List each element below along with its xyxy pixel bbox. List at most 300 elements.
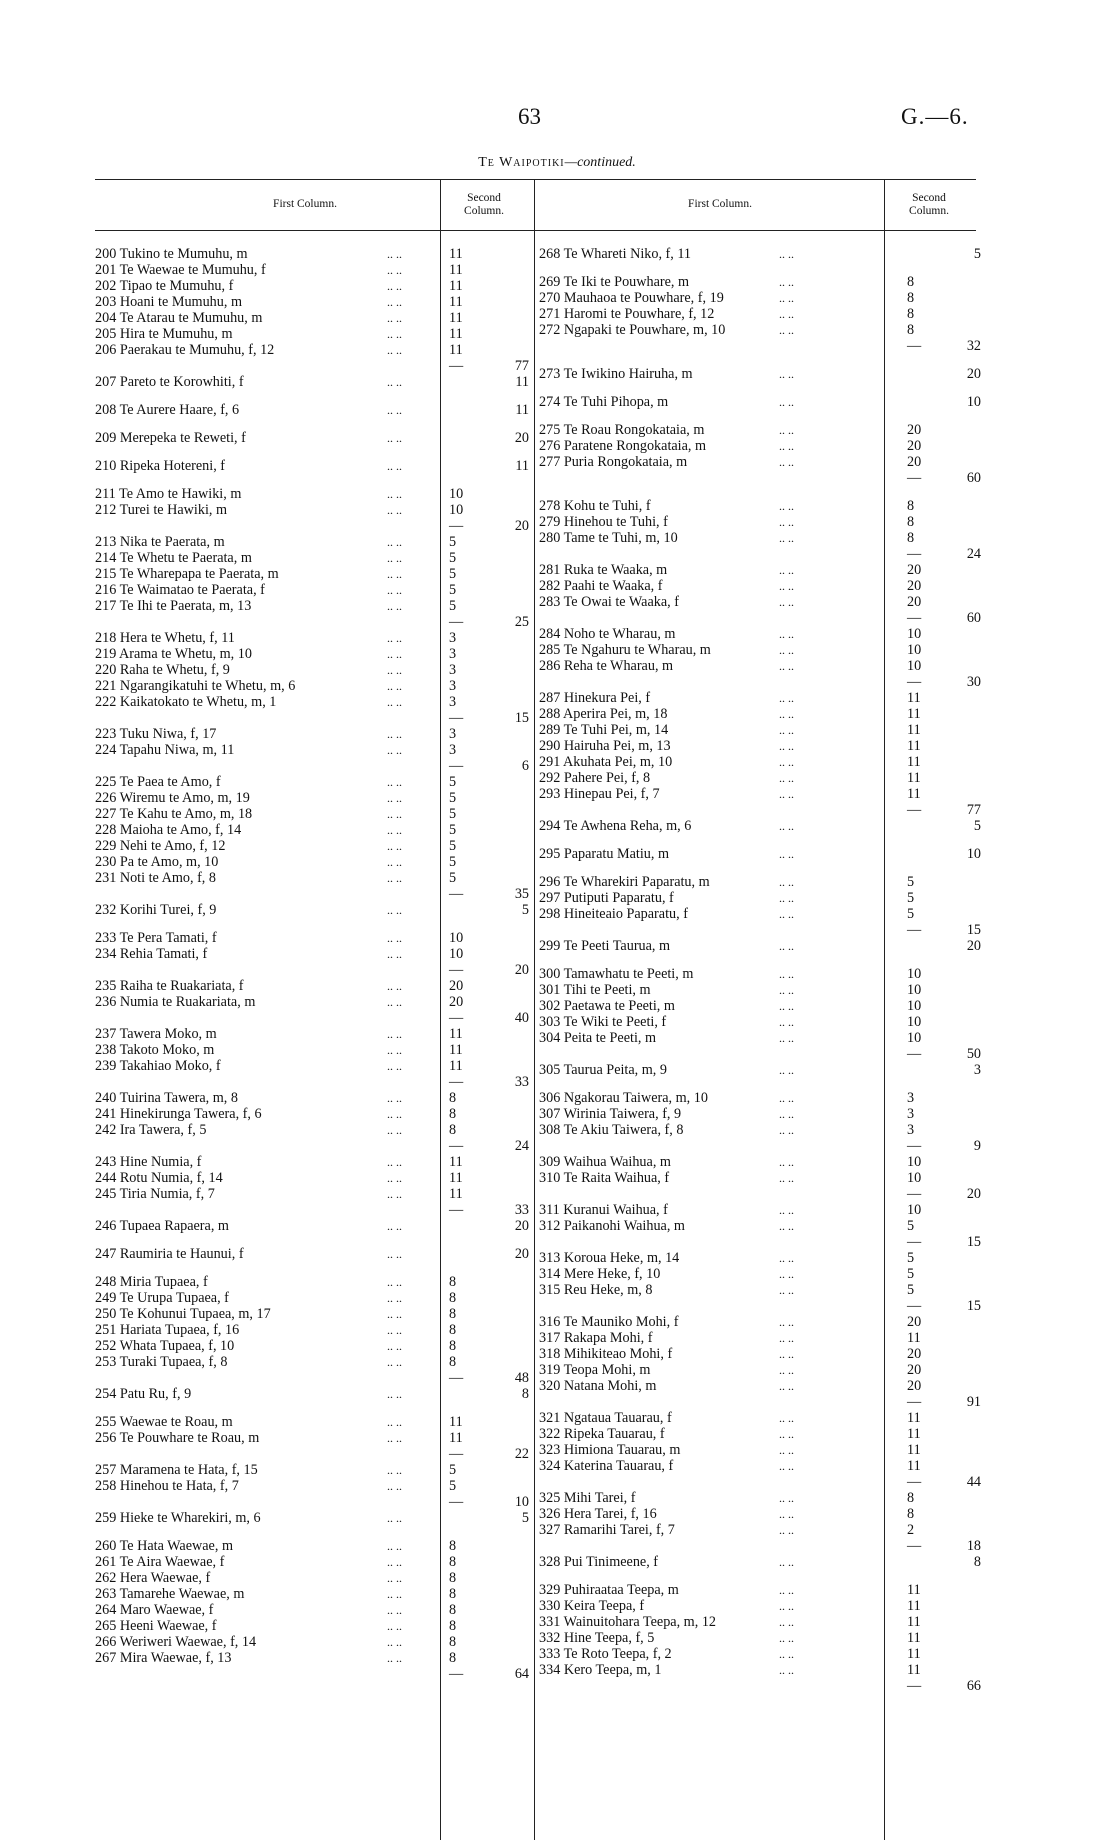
share-value: 8 xyxy=(449,1538,457,1554)
list-item xyxy=(95,1186,535,1202)
entry-name: 306 Ngakorau Taiwera, m, 10 xyxy=(539,1090,708,1106)
list-item xyxy=(539,394,979,410)
list-item xyxy=(539,1170,979,1186)
list-item xyxy=(95,1122,535,1138)
leader-dots: .. .. xyxy=(779,1203,794,1217)
leader-dots: .. .. xyxy=(779,891,794,905)
leader-dots: .. .. xyxy=(387,903,402,917)
subtotal-dash: — xyxy=(907,922,922,938)
leader-dots: .. .. xyxy=(387,1555,402,1569)
leader-dots: .. .. xyxy=(387,1603,402,1617)
subtotal-row xyxy=(95,710,535,726)
leader-dots: .. .. xyxy=(779,999,794,1013)
share-value: 20 xyxy=(907,422,922,438)
share-value: 5 xyxy=(449,774,457,790)
share-value: 11 xyxy=(449,1414,463,1430)
subtotal-row xyxy=(539,674,979,690)
entry-name: 267 Mira Waewae, f, 13 xyxy=(95,1650,232,1666)
entry-name: 269 Te Iki te Pouwhare, m xyxy=(539,274,690,290)
list-item xyxy=(95,870,535,886)
share-value: 20 xyxy=(449,994,464,1010)
share-value: 10 xyxy=(907,642,922,658)
subtotal-row xyxy=(95,1370,535,1386)
list-item xyxy=(539,1458,979,1474)
leader-dots: .. .. xyxy=(387,743,402,757)
leader-dots: .. .. xyxy=(779,1063,794,1077)
entry-name: 294 Te Awhena Reha, m, 6 xyxy=(539,818,692,834)
list-item xyxy=(95,790,535,806)
share-value: 3 xyxy=(449,742,457,758)
list-item xyxy=(95,946,535,962)
subtotal-row xyxy=(539,922,979,938)
entry-name: 200 Tukino te Mumuhu, m xyxy=(95,246,248,262)
entry-name: 249 Te Urupa Tupaea, f xyxy=(95,1290,229,1306)
total-value: 3 xyxy=(973,1062,981,1078)
subtotal-row xyxy=(95,758,535,774)
share-value: 11 xyxy=(907,690,921,706)
subtotal-dash: — xyxy=(907,1046,922,1062)
leader-dots: .. .. xyxy=(387,1307,402,1321)
entry-name: 262 Hera Waewae, f xyxy=(95,1570,211,1586)
list-item xyxy=(539,706,979,722)
leader-dots: .. .. xyxy=(779,423,794,437)
share-value: 11 xyxy=(449,310,463,326)
total-value: 25 xyxy=(514,614,529,630)
leader-dots: .. .. xyxy=(779,707,794,721)
leader-dots: .. .. xyxy=(779,627,794,641)
subtotal-row xyxy=(95,962,535,978)
entry-name: 290 Hairuha Pei, m, 13 xyxy=(539,738,671,754)
subtotal-dash: — xyxy=(449,1666,464,1682)
leader-dots: .. .. xyxy=(387,663,402,677)
share-value: 8 xyxy=(907,514,915,530)
share-value: 3 xyxy=(907,1090,915,1106)
subtotal-row xyxy=(95,1010,535,1026)
subtotal-dash: — xyxy=(449,710,464,726)
subtotal-dash: — xyxy=(907,1234,922,1250)
leader-dots: .. .. xyxy=(779,1491,794,1505)
list-item xyxy=(95,1058,535,1074)
list-item xyxy=(95,902,535,918)
leader-dots: .. .. xyxy=(779,847,794,861)
total-value: 10 xyxy=(966,394,981,410)
list-item xyxy=(539,322,979,338)
leader-dots: .. .. xyxy=(779,1443,794,1457)
list-item xyxy=(539,1062,979,1078)
entry-name: 327 Ramarihi Tarei, f, 7 xyxy=(539,1522,675,1538)
list-item xyxy=(95,1154,535,1170)
subtotal-dash: — xyxy=(907,802,922,818)
entry-name: 302 Paetawa te Peeti, m xyxy=(539,998,675,1014)
list-item xyxy=(95,566,535,582)
leader-dots: .. .. xyxy=(387,1275,402,1289)
entry-name: 304 Peita te Peeti, m xyxy=(539,1030,657,1046)
list-item xyxy=(539,530,979,546)
leader-dots: .. .. xyxy=(387,375,402,389)
leader-dots: .. .. xyxy=(779,531,794,545)
entry-name: 257 Maramena te Hata, f, 15 xyxy=(95,1462,258,1478)
share-value: 5 xyxy=(449,806,457,822)
leader-dots: .. .. xyxy=(387,791,402,805)
entry-name: 325 Mihi Tarei, f xyxy=(539,1490,636,1506)
list-item xyxy=(95,430,535,446)
entry-name: 317 Rakapa Mohi, f xyxy=(539,1330,653,1346)
list-item xyxy=(539,1250,979,1266)
list-item xyxy=(95,1462,535,1478)
list-item xyxy=(539,1582,979,1598)
list-item xyxy=(539,690,979,706)
share-value: 10 xyxy=(907,658,922,674)
leader-dots: .. .. xyxy=(779,787,794,801)
share-value: 5 xyxy=(449,566,457,582)
share-value: 20 xyxy=(907,562,922,578)
list-item xyxy=(539,1202,979,1218)
subtotal-dash: — xyxy=(907,610,922,626)
leader-dots: .. .. xyxy=(387,727,402,741)
leader-dots: .. .. xyxy=(387,535,402,549)
list-item xyxy=(539,1362,979,1378)
subtotal-dash: — xyxy=(449,1370,464,1386)
share-value: 8 xyxy=(449,1354,457,1370)
list-item xyxy=(95,1218,535,1234)
subtotal-dash: — xyxy=(449,1494,464,1510)
entry-name: 315 Reu Heke, m, 8 xyxy=(539,1282,653,1298)
entry-name: 248 Miria Tupaea, f xyxy=(95,1274,208,1290)
entry-name: 280 Tame te Tuhi, m, 10 xyxy=(539,530,678,546)
total-value: 20 xyxy=(514,962,529,978)
entry-name: 223 Tuku Niwa, f, 17 xyxy=(95,726,217,742)
entry-name: 287 Hinekura Pei, f xyxy=(539,690,651,706)
entry-name: 213 Nika te Paerata, m xyxy=(95,534,225,550)
leader-dots: .. .. xyxy=(387,1059,402,1073)
entry-name: 276 Paratene Rongokataia, m xyxy=(539,438,707,454)
share-value: 8 xyxy=(449,1290,457,1306)
list-item xyxy=(539,246,979,262)
list-item xyxy=(539,1554,979,1570)
share-value: 5 xyxy=(907,1266,915,1282)
share-value: 8 xyxy=(449,1570,457,1586)
entry-name: 253 Turaki Tupaea, f, 8 xyxy=(95,1354,228,1370)
total-value: 60 xyxy=(966,610,981,626)
leader-dots: .. .. xyxy=(779,307,794,321)
leader-dots: .. .. xyxy=(779,1031,794,1045)
list-item xyxy=(95,742,535,758)
share-value: 10 xyxy=(907,1170,922,1186)
entry-name: 263 Tamarehe Waewae, m xyxy=(95,1586,245,1602)
leader-dots: .. .. xyxy=(779,579,794,593)
leader-dots: .. .. xyxy=(779,275,794,289)
list-item xyxy=(539,1346,979,1362)
entry-name: 323 Himiona Tauarau, m xyxy=(539,1442,681,1458)
entry-name: 298 Hineiteaio Paparatu, f xyxy=(539,906,688,922)
subtotal-row xyxy=(539,546,979,562)
share-value: 10 xyxy=(907,982,922,998)
total-value: 33 xyxy=(514,1074,529,1090)
list-item xyxy=(539,1426,979,1442)
leader-dots: .. .. xyxy=(387,279,402,293)
leader-dots: .. .. xyxy=(387,343,402,357)
leader-dots: .. .. xyxy=(387,599,402,613)
total-value: 20 xyxy=(966,366,981,382)
total-value: 6 xyxy=(521,758,529,774)
total-value: 5 xyxy=(521,1510,529,1526)
leader-dots: .. .. xyxy=(779,1283,794,1297)
total-value: 20 xyxy=(966,1186,981,1202)
subtotal-row xyxy=(539,1138,979,1154)
share-value: 11 xyxy=(907,754,921,770)
entry-name: 296 Te Wharekiri Paparatu, m xyxy=(539,874,710,890)
subtotal-dash: — xyxy=(907,1394,922,1410)
entry-name: 330 Keira Teepa, f xyxy=(539,1598,645,1614)
share-value: 3 xyxy=(449,630,457,646)
entry-name: 226 Wiremu te Amo, m, 19 xyxy=(95,790,250,806)
leader-dots: .. .. xyxy=(387,1107,402,1121)
subtotal-row xyxy=(539,470,979,486)
list-item xyxy=(95,550,535,566)
share-value: 8 xyxy=(449,1106,457,1122)
share-value: 11 xyxy=(907,722,921,738)
share-value: 8 xyxy=(449,1634,457,1650)
total-value: 60 xyxy=(966,470,981,486)
list-item xyxy=(539,1378,979,1394)
entry-name: 264 Maro Waewae, f xyxy=(95,1602,214,1618)
share-value: 8 xyxy=(449,1650,457,1666)
leader-dots: .. .. xyxy=(779,1459,794,1473)
share-value: 11 xyxy=(907,1598,921,1614)
total-value: 35 xyxy=(514,886,529,902)
right-first-column-header: First Column. xyxy=(688,198,752,210)
share-value: 5 xyxy=(907,890,915,906)
leader-dots: .. .. xyxy=(387,1171,402,1185)
entry-name: 240 Tuirina Tawera, m, 8 xyxy=(95,1090,238,1106)
leader-dots: .. .. xyxy=(779,455,794,469)
total-value: 20 xyxy=(514,1218,529,1234)
total-value: 24 xyxy=(514,1138,529,1154)
share-value: 11 xyxy=(907,1442,921,1458)
entry-name: 243 Hine Numia, f xyxy=(95,1154,202,1170)
leader-dots: .. .. xyxy=(387,1291,402,1305)
entry-name: 215 Te Wharepapa te Paerata, m xyxy=(95,566,279,582)
list-item xyxy=(539,1266,979,1282)
share-value: 11 xyxy=(907,770,921,786)
entry-name: 234 Rehia Tamati, f xyxy=(95,946,208,962)
share-value: 10 xyxy=(907,966,922,982)
entry-name: 207 Pareto te Korowhiti, f xyxy=(95,374,244,390)
share-value: 8 xyxy=(449,1602,457,1618)
list-item xyxy=(95,678,535,694)
share-value: 11 xyxy=(907,786,921,802)
subtotal-dash: — xyxy=(449,518,464,534)
list-item xyxy=(95,662,535,678)
list-item xyxy=(539,846,979,862)
leader-dots: .. .. xyxy=(387,1219,402,1233)
entry-name: 305 Taurua Peita, m, 9 xyxy=(539,1062,667,1078)
total-value: 20 xyxy=(514,430,529,446)
share-value: 11 xyxy=(907,1582,921,1598)
list-item xyxy=(539,1522,979,1538)
list-item xyxy=(539,366,979,382)
share-value: 5 xyxy=(907,906,915,922)
subtotal-row xyxy=(95,1138,535,1154)
total-value: 18 xyxy=(966,1538,981,1554)
leader-dots: .. .. xyxy=(779,1555,794,1569)
subtotal-dash: — xyxy=(449,614,464,630)
entry-name: 310 Te Raita Waihua, f xyxy=(539,1170,670,1186)
leader-dots: .. .. xyxy=(779,1015,794,1029)
total-value: 77 xyxy=(966,802,981,818)
leader-dots: .. .. xyxy=(779,1155,794,1169)
share-value: 10 xyxy=(907,626,922,642)
list-item xyxy=(95,806,535,822)
entry-name: 233 Te Pera Tamati, f xyxy=(95,930,217,946)
list-item xyxy=(539,626,979,642)
leader-dots: .. .. xyxy=(387,871,402,885)
leader-dots: .. .. xyxy=(779,875,794,889)
entry-name: 209 Merepeka te Reweti, f xyxy=(95,430,246,446)
entry-name: 232 Korihi Turei, f, 9 xyxy=(95,902,217,918)
list-item xyxy=(95,310,535,326)
leader-dots: .. .. xyxy=(387,1339,402,1353)
list-item xyxy=(95,1634,535,1650)
share-value: 5 xyxy=(449,822,457,838)
subtotal-dash: — xyxy=(449,758,464,774)
total-value: 44 xyxy=(966,1474,981,1490)
entry-name: 208 Te Aurere Haare, f, 6 xyxy=(95,402,240,418)
entry-name: 235 Raiha te Ruakariata, f xyxy=(95,978,244,994)
entry-name: 205 Hira te Mumuhu, m xyxy=(95,326,233,342)
list-item xyxy=(95,1618,535,1634)
leader-dots: .. .. xyxy=(779,1347,794,1361)
leader-dots: .. .. xyxy=(387,947,402,961)
list-item xyxy=(95,278,535,294)
list-item xyxy=(539,1490,979,1506)
list-item xyxy=(95,1510,535,1526)
share-value: 8 xyxy=(449,1338,457,1354)
share-value: 3 xyxy=(449,662,457,678)
leader-dots: .. .. xyxy=(387,647,402,661)
entry-name: 251 Hariata Tupaea, f, 16 xyxy=(95,1322,240,1338)
share-value: 20 xyxy=(907,1362,922,1378)
share-value: 10 xyxy=(907,1014,922,1030)
leader-dots: .. .. xyxy=(387,1587,402,1601)
share-value: 8 xyxy=(449,1274,457,1290)
entry-name: 279 Hinehou te Tuhi, f xyxy=(539,514,668,530)
entry-name: 291 Akuhata Pei, m, 10 xyxy=(539,754,673,770)
entry-name: 219 Arama te Whetu, m, 10 xyxy=(95,646,252,662)
list-item xyxy=(95,458,535,474)
list-item xyxy=(95,262,535,278)
subtotal-row xyxy=(539,1538,979,1554)
entry-name: 314 Mere Heke, f, 10 xyxy=(539,1266,661,1282)
entry-name: 334 Kero Teepa, m, 1 xyxy=(539,1662,662,1678)
list-item xyxy=(539,306,979,322)
leader-dots: .. .. xyxy=(387,1571,402,1585)
subtotal-row xyxy=(539,1186,979,1202)
leader-dots: .. .. xyxy=(387,1043,402,1057)
entry-name: 204 Te Atarau te Mumuhu, m xyxy=(95,310,263,326)
share-value: 11 xyxy=(449,342,463,358)
list-item xyxy=(95,342,535,358)
entry-name: 301 Tihi te Peeti, m xyxy=(539,982,651,998)
entry-name: 216 Te Waimatao te Paerata, f xyxy=(95,582,265,598)
leader-dots: .. .. xyxy=(779,819,794,833)
share-value: 8 xyxy=(907,1490,915,1506)
entry-name: 201 Te Waewae te Mumuhu, f xyxy=(95,262,266,278)
share-value: 5 xyxy=(449,1478,457,1494)
leader-dots: .. .. xyxy=(387,1155,402,1169)
entry-name: 261 Te Aira Waewae, f xyxy=(95,1554,225,1570)
share-value: 11 xyxy=(449,1170,463,1186)
share-value: 5 xyxy=(449,870,457,886)
list-item xyxy=(539,562,979,578)
list-item xyxy=(539,1314,979,1330)
list-item xyxy=(95,1106,535,1122)
subtotal-dash: — xyxy=(907,1538,922,1554)
leader-dots: .. .. xyxy=(779,1599,794,1613)
leader-dots: .. .. xyxy=(779,755,794,769)
leader-dots: .. .. xyxy=(387,1635,402,1649)
subtotal-row xyxy=(539,1474,979,1490)
list-item xyxy=(539,1662,979,1678)
share-value: 11 xyxy=(907,1630,921,1646)
leader-dots: .. .. xyxy=(779,1251,794,1265)
share-value: 11 xyxy=(449,1154,463,1170)
leader-dots: .. .. xyxy=(779,1091,794,1105)
share-value: 8 xyxy=(449,1586,457,1602)
subtotal-dash: — xyxy=(907,338,922,354)
share-value: 11 xyxy=(449,326,463,342)
leader-dots: .. .. xyxy=(779,439,794,453)
leader-dots: .. .. xyxy=(387,503,402,517)
share-value: 5 xyxy=(449,854,457,870)
list-item xyxy=(95,694,535,710)
list-item xyxy=(95,1170,535,1186)
right-second-header-line2: Column. xyxy=(909,205,949,217)
header-bottom-rule xyxy=(95,230,976,231)
total-value: 24 xyxy=(966,546,981,562)
entry-name: 266 Weriweri Waewae, f, 14 xyxy=(95,1634,257,1650)
leader-dots: .. .. xyxy=(779,739,794,753)
entry-name: 297 Putiputi Paparatu, f xyxy=(539,890,674,906)
leader-dots: .. .. xyxy=(387,1323,402,1337)
right-second-header-line1: Second xyxy=(912,192,946,204)
total-value: 30 xyxy=(966,674,981,690)
entry-name: 202 Tipao te Mumuhu, f xyxy=(95,278,234,294)
subtotal-dash: — xyxy=(449,962,464,978)
subtotal-dash: — xyxy=(907,546,922,562)
total-value: 11 xyxy=(515,402,529,418)
share-value: 11 xyxy=(449,262,463,278)
leader-dots: .. .. xyxy=(387,247,402,261)
entry-name: 278 Kohu te Tuhi, f xyxy=(539,498,651,514)
leader-dots: .. .. xyxy=(779,1171,794,1185)
leader-dots: .. .. xyxy=(779,1583,794,1597)
entry-name: 228 Maioha te Amo, f, 14 xyxy=(95,822,242,838)
total-value: 15 xyxy=(966,922,981,938)
share-value: 11 xyxy=(907,1662,921,1678)
list-item xyxy=(95,854,535,870)
leader-dots: .. .. xyxy=(387,695,402,709)
share-value: 11 xyxy=(907,1330,921,1346)
share-value: 5 xyxy=(449,534,457,550)
share-value: 5 xyxy=(449,582,457,598)
entry-name: 299 Te Peeti Taurua, m xyxy=(539,938,671,954)
share-value: 3 xyxy=(449,678,457,694)
share-value: 5 xyxy=(907,1282,915,1298)
total-value: 50 xyxy=(966,1046,981,1062)
list-item xyxy=(95,1338,535,1354)
entry-name: 312 Paikanohi Waihua, m xyxy=(539,1218,685,1234)
